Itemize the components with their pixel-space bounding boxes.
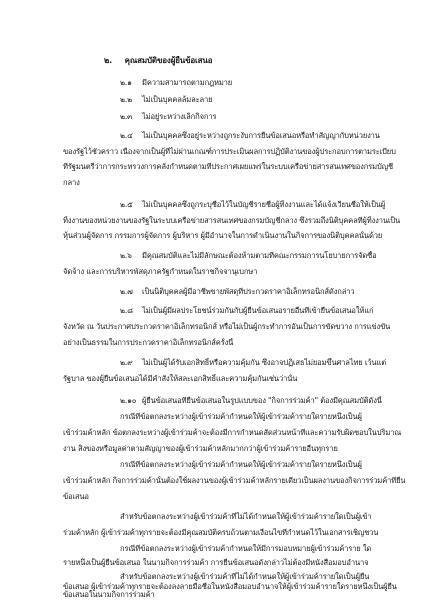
clause-text: มีความสามารถตามกฎหมาย	[142, 78, 233, 87]
clause-2-2	[120, 95, 212, 105]
clause-2-10-line-7: ข้อเสนอ	[63, 492, 89, 501]
clause-2-10-line-8: สำหรับข้อตกลงระหว่างผู้เข้าร่วมค้าที่ไม่ได้กำหนดให้ผู้เข้าร่วมค้ารายใดเป็นผู้เข้า	[120, 512, 372, 521]
clause-2-9-line-2: รัฐบาล ของผู้ยื่นข้อเสนอได้มีคำสั่งให้สละเอกสิทธิ์และความคุ้มกันเช่นว่านั้น	[63, 374, 298, 383]
clause-2-8-line-2: จังหวัด ณ วันประกาศประกวดราคาอิเล็กทรอนิกส์ หรือไม่เป็นผู้กระทำการอันเป็นการขัดขวาง การแข่งขัน	[63, 322, 391, 331]
clause-2-10-line-9: ร่วมค้าหลัก ผู้เข้าร่วมค้าทุกรายจะต้องมีคุณสมบัติครบถ้วนตามเงื่อนไขที่กำหนดไว้ในเอกสารเชิญชวน	[63, 528, 379, 537]
section-title: คุณสมบัติของผู้ยื่นข้อเสนอ	[124, 56, 213, 65]
clause-2-4-first-line	[120, 131, 380, 141]
clause-2-7	[120, 287, 354, 297]
clause-number: ๒.๒	[120, 95, 132, 104]
clause-number: ๒.๔	[120, 131, 133, 140]
clause-2-9-first-line	[120, 358, 386, 368]
clause-2-10-first-line	[120, 396, 382, 406]
clause-2-10-line-3: เข้าร่วมค้าหลัก ข้อตกลงระหว่างผู้เข้าร่วมค้าจะต้องมีการกำหนดสัดส่วนหน้าที่และความรับผิดชอบในปริมาณ	[63, 428, 402, 437]
clause-2-4-line-4: กลาง	[63, 178, 80, 187]
clause-number: ๒.๑๐	[120, 396, 137, 405]
clause-2-6-line-2: จัดจ้าง และการบริหารพัสดุภาครัฐกำหนดในราชกิจจานุเบกษา	[63, 267, 258, 276]
clause-text: ไม่อยู่ระหว่างเลิกกิจการ	[142, 112, 217, 121]
clause-text: ไม่เป็นผู้ได้รับเอกสิทธิ์หรือความคุ้มกัน ซึ่งอาจปฏิเสธไม่ยอมขึ้นศาลไทย เว้นแต่	[142, 358, 387, 367]
clause-2-10-line-14: ข้อเสนอในนามกิจการร่วมค้า	[63, 590, 155, 599]
clause-2-10-line-10: กรณีที่ข้อตกลงระหว่างผู้เข้าร่วมค้ากำหนดให้มีการมอบหมายผู้เข้าร่วมค้าราย ใด	[120, 544, 372, 553]
clause-2-10-line-5: กรณีที่ข้อตกลงระหว่างผู้เข้าร่วมค้ากำหนดให้ผู้เข้าร่วมค้ารายใดรายหนึ่งเป็นผู้	[120, 460, 362, 469]
clause-2-10-line-12: สำหรับข้อตกลงระหว่างผู้เข้าร่วมค้าที่ไม่ได้กำหนดให้ผู้เข้าร่วมค้ารายใดเป็นผู้ยื่น	[120, 572, 370, 581]
clause-2-3	[120, 112, 216, 122]
clause-2-10-line-11: รายหนึ่งเป็นผู้ยื่นข้อเสนอ ในนามกิจการร่วมค้า การยื่นข้อเสนอดังกล่าวไม่ต้องมีหนังสือมอบอำนาจ	[63, 558, 369, 567]
clause-2-8-line-3: อย่างเป็นธรรมในการประกวดราคาอิเล็กทรอนิกส์ครั้งนี้	[63, 338, 234, 347]
clause-text: มีคุณสมบัติและไม่มีลักษณะต้องห้ามตามที่คณะกรรมการนโยบายการจัดซื้อ	[142, 251, 377, 260]
clause-text: ไม่เป็นบุคคลซึ่งถูกระบุชื่อไว้ในบัญชีรายชื่อผู้ทิ้งงานและได้แจ้งเวียนชื่อให้เป็นผู้	[142, 200, 386, 209]
section-heading	[104, 56, 212, 66]
clause-text: ไม่เป็นบุคคลซึ่งอยู่ระหว่างถูกระงับการยื่นข้อเสนอหรือทำสัญญากับหน่วยงาน	[142, 131, 380, 140]
clause-2-10-line-2: กรณีที่ข้อตกลงระหว่างผู้เข้าร่วมค้ากำหนดให้ผู้เข้าร่วมค้ารายใดรายหนึ่งเป็นผู้	[120, 412, 362, 421]
clause-number: ๒.๗	[120, 287, 133, 296]
clause-2-6-first-line	[120, 251, 377, 261]
clause-text: ผู้ยื่นข้อเสนอที่ยื่นข้อเสนอในรูปแบบของ "กิจการร่วมค้า" ต้องมีคุณสมบัติดังนี้	[142, 396, 382, 405]
clause-2-8-first-line	[120, 306, 373, 316]
clause-text: ไม่เป็นผู้มีผลประโยชน์ร่วมกันกับผู้ยื่นข้อเสนอรายอื่นที่เข้ายื่นข้อเสนอให้แก่	[142, 306, 374, 315]
clause-number: ๒.๘	[120, 306, 133, 315]
clause-2-10-line-13: ข้อเสนอ ผู้เข้าร่วมค้าทุกรายจะต้องลงลายมือชื่อในหนังสือมอบอำนาจให้ผู้เข้าร่วมค้ารายใดรายหนึ่งเป็นผู้ยื่น	[63, 582, 397, 591]
clause-2-10-line-4: งาน สิ่งของหรือมูลค่าตามสัญญาของผู้เข้าร่วมค้าหลักมากกว่าผู้เข้าร่วมค้ารายอื่นทุกราย	[63, 444, 338, 453]
section-number: ๒.	[104, 56, 113, 65]
clause-2-10-line-6: เข้าร่วมค้าหลัก กิจการร่วมค้านั้นต้องใช้ผลงานของผู้เข้าร่วมค้าหลักรายเดียวเป็นผลงานของกิจการร่วมค้าที่ยื่น	[63, 476, 406, 485]
clause-2-1	[120, 78, 232, 88]
clause-number: ๒.๖	[120, 251, 132, 260]
clause-number: ๒.๕	[120, 200, 133, 209]
clause-text: ไม่เป็นบุคคลล้มละลาย	[142, 95, 213, 104]
clause-number: ๒.๑	[120, 78, 132, 87]
clause-number: ๒.๙	[120, 358, 133, 367]
clause-2-5-first-line	[120, 200, 385, 210]
clause-2-4-line-3: ที่รัฐมนตรีว่าการกระทรวงการคลังกำหนดตามที่ประกาศเผยแพร่ในระบบเครือข่ายสารสนเทศของกรมบัญชี	[63, 162, 393, 171]
clause-2-5-line-2: ทิ้งงานของหน่วยงานของรัฐในระบบเครือข่ายสารสนเทศของกรมบัญชีกลาง ซึ่งรวมถึงนิติบุคคลที่ผู้ทิ้งงานเป็น	[63, 216, 401, 225]
clause-2-5-line-3: หุ้นส่วนผู้จัดการ กรรมการผู้จัดการ ผู้บริหาร ผู้มีอำนาจในการดำเนินงานในกิจการของนิติบุคคลนั้นด้วย	[63, 231, 383, 240]
clause-2-4-line-2: ของรัฐไว้ชั่วคราว เนื่องจากเป็นผู้ที่ไม่ผ่านเกณฑ์การประเมินผลการปฏิบัติงานของผู้ประกอบการตามระเบียบ	[63, 147, 396, 156]
clause-text: เป็นนิติบุคคลผู้มีอาชีพขายพัสดุที่ประกวดราคาอิเล็กทรอนิกส์ดังกล่าว	[142, 287, 355, 296]
clause-number: ๒.๓	[120, 112, 133, 121]
